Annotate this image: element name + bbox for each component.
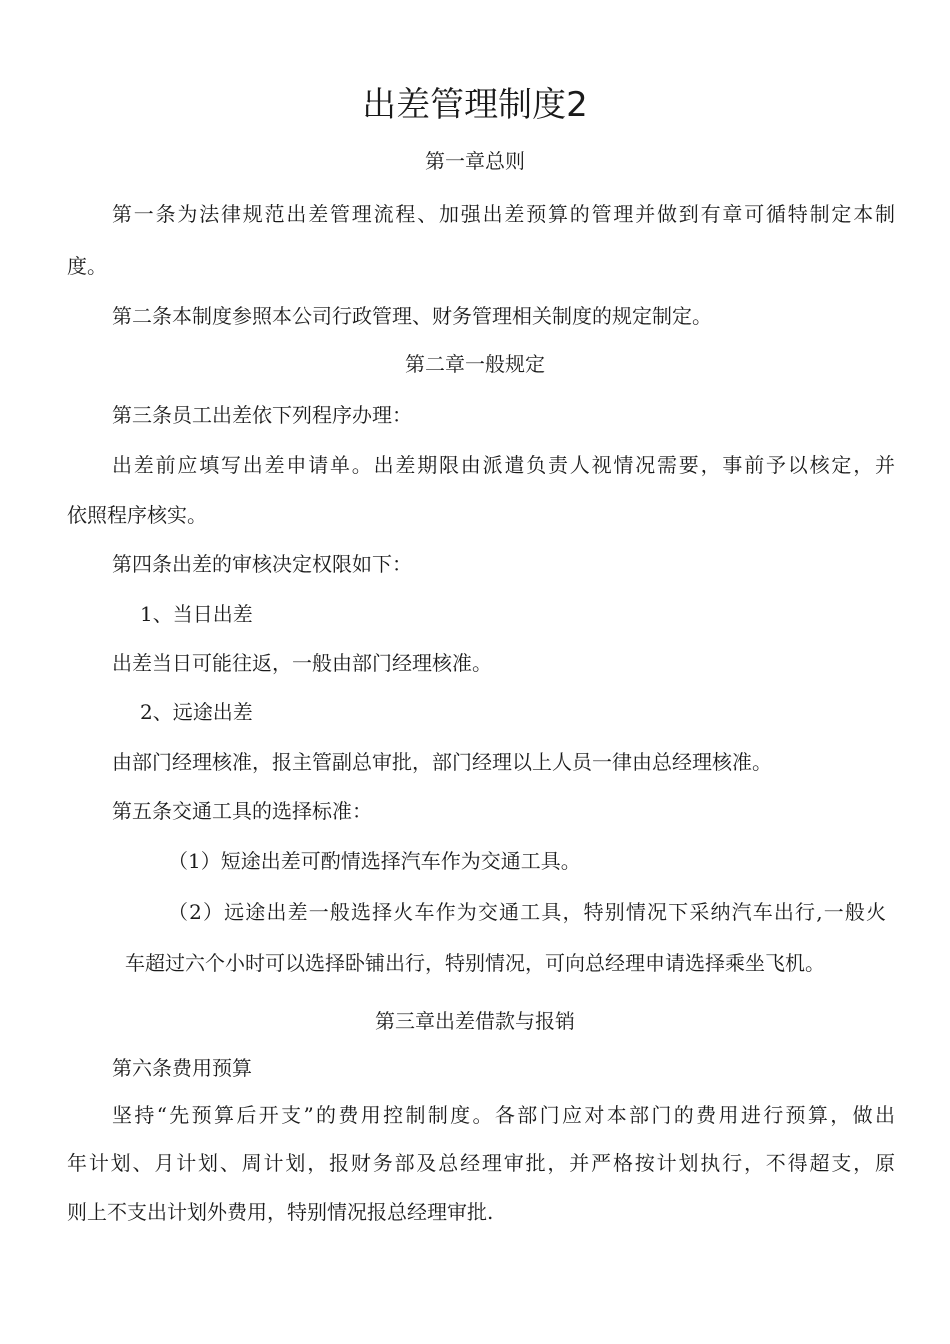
article-6: 第六条费用预算	[112, 1056, 252, 1080]
article-3-paragraph-line-1: 出差前应填写出差申请单。出差期限由派遣负责人视情况需要，事前予以核定，并	[112, 453, 895, 477]
article-4-item-1-description: 出差当日可能往返，一般由部门经理核准。	[112, 651, 492, 675]
chapter-1-heading: 第一章总则	[425, 149, 525, 173]
article-6-paragraph-line-1: 坚持“先预算后开支”的费用控制制度。各部门应对本部门的费用进行预算，做出	[112, 1103, 895, 1127]
article-4-item-2: 2、远途出差	[140, 700, 253, 724]
article-2: 第二条本制度参照本公司行政管理、财务管理相关制度的规定制定。	[112, 304, 712, 328]
article-5-item-2-line-2: 车超过六个小时可以选择卧铺出行，特别情况，可向总经理申请选择乘坐飞机。	[125, 951, 825, 975]
article-4: 第四条出差的审核决定权限如下：	[112, 552, 412, 576]
article-3: 第三条员工出差依下列程序办理：	[112, 403, 412, 427]
article-1-line-1: 第一条为法律规范出差管理流程、加强出差预算的管理并做到有章可循特制定本制	[112, 202, 895, 226]
article-5-item-1: （1）短途出差可酌情选择汽车作为交通工具。	[168, 849, 581, 873]
chapter-2-heading: 第二章一般规定	[405, 352, 545, 376]
article-1-line-2: 度。	[67, 254, 107, 278]
article-6-paragraph-line-3: 则上不支出计划外费用，特别情况报总经理审批.	[67, 1200, 494, 1224]
article-4-item-1: 1、当日出差	[140, 602, 253, 626]
document-title: 出差管理制度2	[362, 85, 588, 125]
article-6-paragraph-line-2: 年计划、月计划、周计划，报财务部及总经理审批，并严格按计划执行，不得超支，原	[67, 1151, 895, 1175]
chapter-3-heading: 第三章出差借款与报销	[375, 1009, 575, 1033]
article-5: 第五条交通工具的选择标准：	[112, 799, 372, 823]
article-3-paragraph-line-2: 依照程序核实。	[67, 503, 207, 527]
article-5-item-2-line-1: （2）远途出差一般选择火车作为交通工具，特别情况下采纳汽车出行,一般火	[168, 900, 886, 924]
article-4-item-2-description: 由部门经理核准，报主管副总审批，部门经理以上人员一律由总经理核准。	[112, 750, 772, 774]
